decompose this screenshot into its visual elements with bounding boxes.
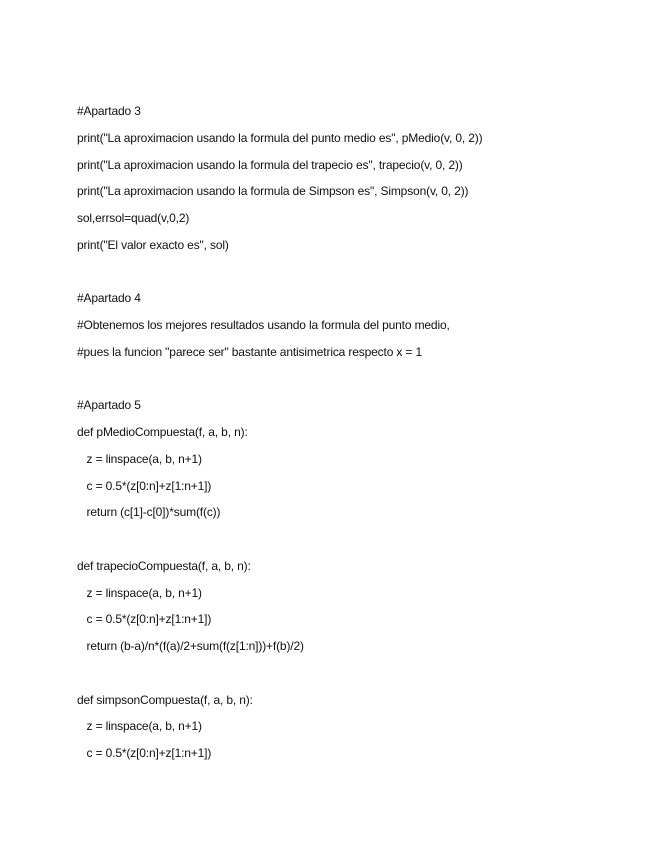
blank-line [77, 530, 617, 557]
blank-line [77, 664, 617, 691]
code-line: c = 0.5*(z[0:n]+z[1:n+1]) [77, 612, 212, 627]
code-line: z = linspace(a, b, n+1) [77, 451, 202, 466]
code-line: sol,errsol=quad(v,0,2) [77, 211, 190, 225]
code-comment-apartado-4: #Apartado 4 [77, 291, 141, 306]
code-comment-apartado-3: #Apartado 3 [77, 104, 141, 118]
code-line: def pMedioCompuesta(f, a, b, n): [77, 425, 248, 439]
code-line: c = 0.5*(z[0:n]+z[1:n+1]) [77, 478, 212, 493]
code-line: print("La aproximacion usando la formula del punto medio es", pMedio(v, 0, 2)) [77, 130, 483, 145]
document-body [77, 102, 617, 771]
code-line: return (c[1]-c[0])*sum(f(c)) [77, 505, 221, 520]
blank-line [77, 370, 617, 397]
code-line: print("La aproximacion usando la formula del trapecio es", trapecio(v, 0, 2)) [77, 157, 463, 172]
code-line: return (b-a)/n*(f(a)/2+sum(f(z[1:n]))+f(b)/2) [77, 639, 304, 653]
code-line: print("La aproximacion usando la formula de Simpson es", Simpson(v, 0, 2)) [77, 184, 469, 199]
code-line: z = linspace(a, b, n+1) [77, 719, 202, 734]
code-comment: #Obtenemos los mejores resultados usando la formula del punto medio, [77, 318, 450, 332]
code-comment-apartado-5: #Apartado 5 [77, 398, 141, 413]
code-line: print("El valor exacto es", sol) [77, 237, 229, 252]
blank-line [77, 263, 617, 290]
code-line: z = linspace(a, b, n+1) [77, 585, 202, 600]
code-line: c = 0.5*(z[0:n]+z[1:n+1]) [77, 746, 212, 760]
code-line: def simpsonCompuesta(f, a, b, n): [77, 692, 253, 707]
code-comment: #pues la funcion "parece ser" bastante antisimetrica respecto x = 1 [77, 344, 422, 359]
code-line: def trapecioCompuesta(f, a, b, n): [77, 558, 251, 573]
